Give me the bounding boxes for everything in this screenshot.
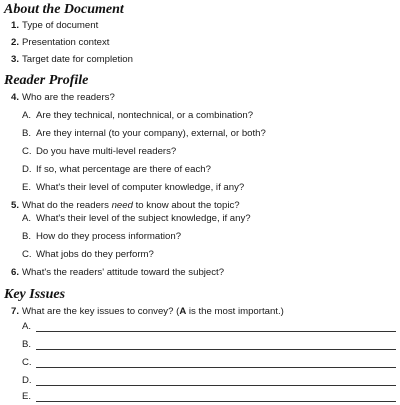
blank-letter: A. bbox=[22, 321, 32, 332]
sub-text: How do they process information? bbox=[36, 231, 182, 242]
question-text-part: is the most important.) bbox=[186, 306, 284, 317]
item-number: 1. bbox=[10, 20, 19, 31]
question-text: Who are the readers? bbox=[22, 92, 115, 103]
sub-letter: C. bbox=[22, 146, 32, 157]
sub-text: Are they internal (to your company), external, or both? bbox=[36, 128, 266, 139]
question-text-part: What are the key issues to convey? ( bbox=[22, 306, 180, 317]
sub-letter: D. bbox=[22, 164, 32, 175]
sub-text: If so, what percentage are there of each? bbox=[36, 164, 211, 175]
answer-line[interactable] bbox=[36, 401, 396, 402]
question-text-emphasis: need bbox=[111, 200, 133, 211]
question-text-bold: A bbox=[179, 306, 187, 317]
section-heading-about: About the Document bbox=[4, 2, 124, 17]
blank-letter: D. bbox=[22, 375, 32, 386]
item-number: 6. bbox=[10, 267, 19, 278]
item-text: Target date for completion bbox=[22, 54, 133, 65]
sub-letter: A. bbox=[22, 110, 32, 121]
answer-line[interactable] bbox=[36, 331, 396, 332]
sub-letter: B. bbox=[22, 128, 32, 139]
sub-letter: C. bbox=[22, 249, 32, 260]
question-text bbox=[22, 306, 284, 318]
blank-letter: E. bbox=[22, 391, 32, 402]
item-number: 4. bbox=[10, 92, 19, 103]
item-number: 5. bbox=[10, 200, 19, 211]
question-text bbox=[22, 200, 240, 212]
blank-letter: C. bbox=[22, 357, 32, 368]
sub-text: What's their level of the subject knowledge, if any? bbox=[36, 213, 251, 224]
answer-line[interactable] bbox=[36, 367, 396, 368]
item-text: Presentation context bbox=[22, 37, 110, 48]
item-number: 2. bbox=[10, 37, 19, 48]
item-number: 3. bbox=[10, 54, 19, 65]
sub-text: Are they technical, nontechnical, or a combination? bbox=[36, 110, 254, 121]
sub-letter: E. bbox=[22, 182, 32, 193]
sub-letter: A. bbox=[22, 213, 32, 224]
answer-line[interactable] bbox=[36, 349, 396, 350]
item-number: 7. bbox=[10, 306, 19, 317]
sub-letter: B. bbox=[22, 231, 32, 242]
question-text-part: What do the readers bbox=[22, 200, 112, 211]
question-text: What's the readers' attitude toward the subject? bbox=[22, 267, 225, 278]
section-heading-key-issues: Key Issues bbox=[4, 287, 66, 302]
sub-text: What's their level of computer knowledge, if any? bbox=[36, 182, 245, 193]
blank-letter: B. bbox=[22, 339, 32, 350]
item-text: Type of document bbox=[22, 20, 99, 31]
sub-text: Do you have multi-level readers? bbox=[36, 146, 177, 157]
answer-line[interactable] bbox=[36, 385, 396, 386]
sub-text: What jobs do they perform? bbox=[36, 249, 154, 260]
question-text-part: to know about the topic? bbox=[132, 200, 240, 211]
section-heading-reader-profile: Reader Profile bbox=[4, 73, 89, 88]
